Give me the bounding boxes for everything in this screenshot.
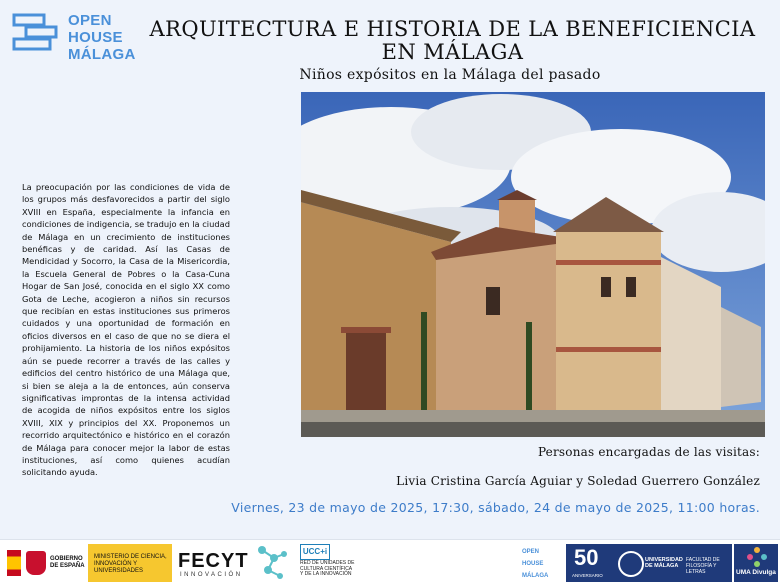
ohm-line-house: HOUSE [522,561,544,567]
uma-university: UNIVERSIDAD DE MÁLAGA [645,557,683,569]
fecyt-sub: INNOVACIÓN [180,572,243,578]
fecyt-name: FECYT [178,550,249,572]
divulga-label: UMA Divulga [736,569,776,576]
building-photo [301,92,765,437]
description-text: La preocupación por las condiciones de vida de los grupos más desfavorecidos a partir del siglo XVIII en España, especialmente la infancia en condiciones de indigencia, se tradujo en la ciudad de Málaga en un crecimiento de instituciones benéficas y de caridad. Así las Casas de Mendicidad y Socorro, la Casa de la Misericordia, la Escuela General de Pobres o la Casa-Cuna Hogar de San José, conocida en el siglo XX como Gota de Leche, acogieron a niños sin recursos que recibían en estas instituciones sus primeros cuidados y una oportunidad de formación en oficios diversos en el caso de que no se diera el prohijamiento. La historia de los niños expósitos aún se puede recorrer a través de las calles y edificios del centro histórico de una Málaga que, si bien se aleja a la de entonces, aún conserva significativas improntas de la intensa actividad de acogida de niños expósitos entre los siglos XVIII, XIX y principios del XX. Proponemos un recorrido arquitectónico e histórico en el corazón de Málaga para conocer mejor la labor de estas instituciones, así como quienes acudían solicitando ayuda. [22,182,230,478]
ucc-text: RED DE UNIDADES DE CULTURA CIENTÍFICA Y DE LA INNOVACIÓN [300,560,355,578]
gobierno-espana-logo [4,544,172,582]
ministerio-label: MINISTERIO DE CIENCIA, INNOVACIÓN Y UNIVERSIDADES [94,554,167,574]
uma-divulga-logo [734,544,778,582]
logo-line-malaga: MÁLAGA [68,46,136,63]
uma-aniversario: ANIVERSARIO [572,573,603,578]
poster-subtitle: Niños expósitos en la Málaga del pasado [299,67,601,83]
uma-50: 50 [574,545,599,570]
molecule-icon [254,544,288,582]
uma-seal-icon [618,551,644,577]
spain-flag-icon [7,550,21,576]
uma-logo [566,544,732,582]
logo-line-house: HOUSE [68,29,123,46]
ucc-logo [298,544,356,582]
uma-faculty: FACULTAD DE FILOSOFÍA Y LETRAS [686,557,720,575]
open-house-logo-icon [12,12,60,52]
poster-title: ARQUITECTURA E HISTORIA DE LA BENEFICIENCIA EN MÁLAGA [149,17,756,64]
coat-of-arms-icon [26,551,46,575]
open-house-footer-logo [520,544,564,582]
gobierno-label: GOBIERNO DE ESPAÑA [50,556,85,569]
logo-line-open: OPEN [68,12,112,29]
open-house-malaga-logo [12,10,136,68]
event-dates: Viernes, 23 de mayo de 2025, 17:30, sábado, 24 de mayo de 2025, 11:00 horas. [231,500,760,515]
fecyt-logo [178,544,290,582]
sponsors-footer [0,539,780,586]
visits-label: Personas encargadas de las visitas: [537,445,760,459]
ohm-line-malaga: MÁLAGA [522,573,549,579]
visits-guides: Livia Cristina García Aguiar y Soledad Guerrero González [396,474,760,488]
logo-text [68,12,136,63]
ohm-line-open: OPEN [522,549,540,555]
divulga-dots-icon [746,546,768,568]
ucc-mark: UCC+i [300,544,330,560]
